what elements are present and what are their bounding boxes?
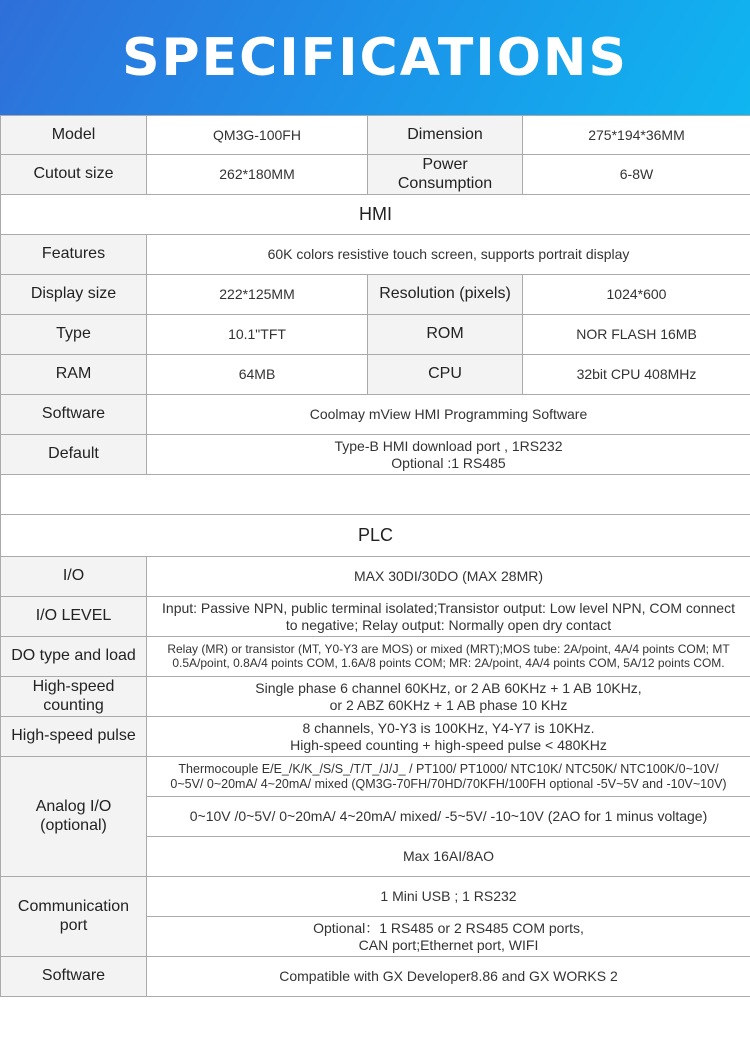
cpu-value: 32bit CPU 408MHz xyxy=(523,355,750,395)
hs-counting-line-2: or 2 ABZ 60KHz + 1 AB phase 10 KHz xyxy=(329,696,568,713)
plc-section-header xyxy=(1,515,750,557)
model-value: QM3G-100FH xyxy=(147,116,368,155)
do-type-value xyxy=(147,637,750,677)
spec-row-features xyxy=(1,235,750,275)
cutout-label: Cutout size xyxy=(1,155,147,195)
comm-port-label-line-1: Communication xyxy=(17,898,130,916)
spec-row-io xyxy=(1,557,750,597)
do-type-line-1: Relay (MR) or transistor (MT, Y0-Y3 are MOS) or mixed (MRT);MOS tube: 2A/point, 4A/4 points COM; MT xyxy=(167,641,730,656)
hs-counting-label xyxy=(1,677,147,717)
dimension-label: Dimension xyxy=(368,116,523,155)
spec-row-comm-1 xyxy=(1,877,750,917)
default-label: Default xyxy=(1,435,147,475)
hmi-software-value: Coolmay mView HMI Programming Software xyxy=(147,395,750,435)
hs-pulse-label: High-speed pulse xyxy=(1,717,147,757)
spec-row-model xyxy=(1,116,750,155)
io-level-label: I/O LEVEL xyxy=(1,597,147,637)
io-value: MAX 30DI/30DO (MAX 28MR) xyxy=(147,557,750,597)
comm-optional-line-1: Optional：1 RS485 or 2 RS485 COM ports, xyxy=(313,920,584,937)
hs-counting-label-line-2: counting xyxy=(43,696,104,714)
comm-port-label-line-2: port xyxy=(59,916,88,934)
type-label: Type xyxy=(1,315,147,355)
analog-input-line-2: 0~5V/ 0~20mA/ 4~20mA/ mixed (QM3G-70FH/70HD/70KFH/100FH optional -5V~5V and -10V~10V) xyxy=(170,776,727,791)
comm-optional-line-2: CAN port;Ethernet port, WIFI xyxy=(358,936,539,953)
hs-counting-line-1: Single phase 6 channel 60KHz, or 2 AB 60KHz + 1 AB 10KHz, xyxy=(255,680,642,697)
display-size-label: Display size xyxy=(1,275,147,315)
spec-row-do-type xyxy=(1,637,750,677)
default-value-line-2: Optional :1 RS485 xyxy=(391,454,506,471)
header-banner xyxy=(0,0,750,115)
spec-row-hs-pulse xyxy=(1,717,750,757)
spec-row-hs-counting xyxy=(1,677,750,717)
hs-pulse-value xyxy=(147,717,750,757)
comm-port-optional xyxy=(147,917,750,957)
hs-pulse-line-2: High-speed counting + high-speed pulse < 480KHz xyxy=(290,736,607,753)
analog-output-types: 0~10V /0~5V/ 0~20mA/ 4~20mA/ mixed/ -5~5V/ -10~10V (2AO for 1 minus voltage) xyxy=(147,797,750,837)
ram-label: RAM xyxy=(1,355,147,395)
resolution-label: Resolution (pixels) xyxy=(368,275,523,315)
do-type-line-2: 0.5A/point, 0.8A/4 points COM, 1.6A/8 points COM; MR: 2A/point, 4A/4 points COM, 5A/12 points COM. xyxy=(172,655,725,670)
hs-counting-label-line-1: High-speed xyxy=(32,678,115,696)
analog-label-line-2: (optional) xyxy=(40,816,107,834)
resolution-value: 1024*600 xyxy=(523,275,750,315)
cpu-label: CPU xyxy=(368,355,523,395)
plc-section-title: PLC xyxy=(1,515,750,557)
model-label: Model xyxy=(1,116,147,155)
hmi-section-title: HMI xyxy=(1,195,750,235)
cutout-value: 262*180MM xyxy=(147,155,368,195)
spec-row-cutout xyxy=(1,155,750,195)
spec-row-plc-software xyxy=(1,957,750,997)
power-value: 6-8W xyxy=(523,155,750,195)
spacer-row xyxy=(1,475,750,515)
spec-row-default xyxy=(1,435,750,475)
io-level-line-1: Input: Passive NPN, public terminal isolated;Transistor output: Low level NPN, COM connect xyxy=(162,600,735,617)
specifications-table xyxy=(0,115,750,997)
ram-value: 64MB xyxy=(147,355,368,395)
rom-value: NOR FLASH 16MB xyxy=(523,315,750,355)
plc-software-value: Compatible with GX Developer8.86 and GX WORKS 2 xyxy=(147,957,750,997)
spec-row-hmi-software xyxy=(1,395,750,435)
hmi-section-header xyxy=(1,195,750,235)
comm-port-label xyxy=(1,877,147,957)
dimension-value: 275*194*36MM xyxy=(523,116,750,155)
default-value xyxy=(147,435,750,475)
io-label: I/O xyxy=(1,557,147,597)
io-level-value xyxy=(147,597,750,637)
hs-pulse-line-1: 8 channels, Y0-Y3 is 100KHz, Y4-Y7 is 10KHz. xyxy=(302,720,595,737)
features-label: Features xyxy=(1,235,147,275)
spacer-cell xyxy=(1,475,750,515)
spec-row-ram xyxy=(1,355,750,395)
power-label-line-1: Power xyxy=(422,156,468,174)
page-title: SPECIFICATIONS xyxy=(122,27,628,88)
do-type-label: DO type and load xyxy=(1,637,147,677)
power-label-line-2: Consumption xyxy=(397,174,493,192)
analog-label xyxy=(1,757,147,877)
analog-input-types xyxy=(147,757,750,797)
default-value-line-1: Type-B HMI download port , 1RS232 xyxy=(334,438,563,455)
spec-row-display xyxy=(1,275,750,315)
spec-row-io-level xyxy=(1,597,750,637)
features-value: 60K colors resistive touch screen, supports portrait display xyxy=(147,235,750,275)
comm-port-standard: 1 Mini USB ; 1 RS232 xyxy=(147,877,750,917)
analog-max: Max 16AI/8AO xyxy=(147,837,750,877)
display-size-value: 222*125MM xyxy=(147,275,368,315)
io-level-line-2: to negative; Relay output: Normally open dry contact xyxy=(285,616,612,633)
hs-counting-value xyxy=(147,677,750,717)
analog-input-line-1: Thermocouple E/E_/K/K_/S/S_/T/T_/J/J_ / PT100/ PT1000/ NTC10K/ NTC50K/ NTC100K/0~10V/ xyxy=(178,762,719,777)
plc-software-label: Software xyxy=(1,957,147,997)
spec-row-analog-1 xyxy=(1,757,750,797)
type-value: 10.1"TFT xyxy=(147,315,368,355)
analog-label-line-1: Analog I/O xyxy=(35,798,112,816)
hmi-software-label: Software xyxy=(1,395,147,435)
spec-row-type xyxy=(1,315,750,355)
power-label xyxy=(368,155,523,195)
rom-label: ROM xyxy=(368,315,523,355)
